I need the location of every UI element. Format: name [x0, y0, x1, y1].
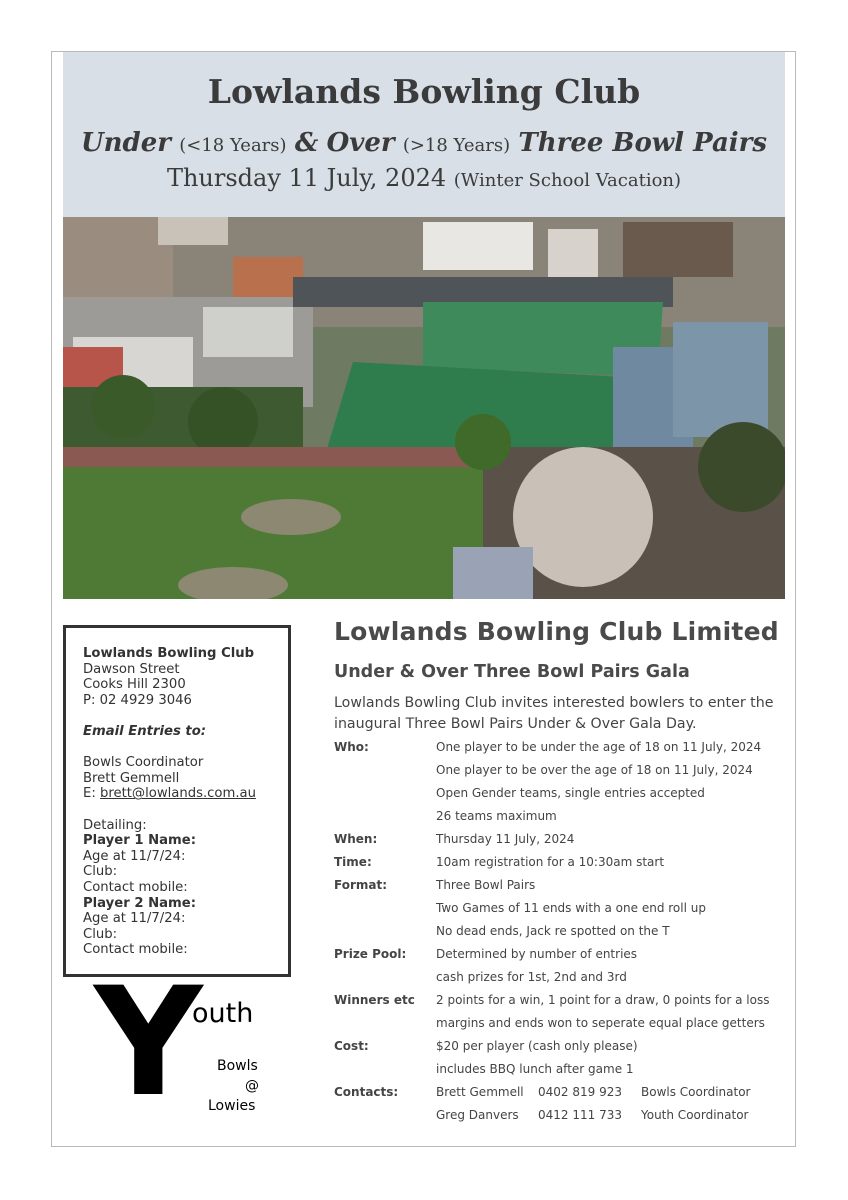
contact-row: [334, 1107, 784, 1130]
detail-label: Who:: [334, 740, 369, 754]
detail-value: 2 points for a win, 1 point for a draw, 0 points for a loss: [436, 993, 770, 1007]
detail-row: [334, 762, 784, 785]
player2-age: Age at 11/7/24:: [83, 911, 186, 927]
sub-over: Over: [326, 128, 395, 158]
player1-age: Age at 11/7/24:: [83, 848, 186, 864]
detail-row: [334, 923, 784, 946]
detail-value: $20 per player (cash only please): [436, 1039, 638, 1053]
detail-row: [334, 808, 784, 831]
detail-row: [334, 854, 784, 877]
detail-value: 26 teams maximum: [436, 809, 557, 823]
contact-phone: 0412 111 733: [538, 1108, 622, 1122]
sub-amp: &: [294, 128, 319, 158]
event-dateline: [0, 164, 848, 192]
contact-role: Youth Coordinator: [641, 1108, 749, 1122]
player2-heading: Player 2 Name:: [83, 895, 196, 911]
detail-label: Prize Pool:: [334, 947, 407, 961]
player2-mobile: Contact mobile:: [83, 942, 188, 958]
contact-phone: 0402 819 923: [538, 1085, 622, 1099]
detail-row: [334, 877, 784, 900]
detail-row: [334, 969, 784, 992]
detail-label: Time:: [334, 855, 372, 869]
contact-box: [63, 625, 291, 977]
contact-club-name: Lowlands Bowling Club: [83, 646, 255, 661]
coordinator-role: Bowls Coordinator: [83, 755, 204, 771]
contact-street: Dawson Street: [83, 661, 180, 677]
sub-under: Under: [80, 128, 171, 158]
detail-value: No dead ends, Jack re spotted on the T: [436, 924, 670, 938]
detail-label: Cost:: [334, 1039, 369, 1053]
details-list: [334, 739, 784, 1130]
contact-name: Greg Danvers: [436, 1108, 519, 1122]
detail-row: [334, 785, 784, 808]
main-subtitle: Under & Over Three Bowl Pairs Gala: [334, 662, 690, 682]
detail-row: [334, 992, 784, 1015]
coordinator-email-line: [83, 786, 288, 802]
event-subtitle: [0, 128, 848, 158]
intro-paragraph: Lowlands Bowling Club invites interested bowlers to enter the inaugural Three Bowl Pairs Under & Over Gala Day.: [334, 695, 774, 732]
detail-value: Determined by number of entries: [436, 947, 638, 961]
detail-row: [334, 1061, 784, 1084]
detail-row: [334, 1015, 784, 1038]
detail-row: [334, 739, 784, 762]
coordinator-name: Brett Gemmell: [83, 770, 180, 786]
sub-over-age: (>18 Years): [402, 135, 511, 156]
detail-label: Winners etc: [334, 993, 415, 1007]
event-date: Thursday 11 July, 2024: [166, 164, 447, 192]
logo-word-rest: outh: [192, 998, 254, 1029]
aerial-photo: [63, 217, 785, 599]
detail-label: When:: [334, 832, 378, 846]
detailing-label: Detailing:: [83, 817, 147, 833]
player1-mobile: Contact mobile:: [83, 879, 188, 895]
contact-name: Brett Gemmell: [436, 1085, 524, 1099]
detail-row: [334, 831, 784, 854]
logo-line-1: Bowls: [217, 1058, 258, 1074]
player1-heading: Player 1 Name:: [83, 833, 196, 849]
youth-bowls-logo: [94, 956, 274, 1130]
contact-phone: P: 02 4929 3046: [83, 692, 192, 708]
detail-row: [334, 1038, 784, 1061]
contacts-label: Contacts:: [334, 1085, 399, 1099]
contact-row: [334, 1084, 784, 1107]
detail-row: [334, 946, 784, 969]
detail-value: One player to be over the age of 18 on 11 July, 2024: [436, 763, 753, 777]
email-entries-heading: Email Entries to:: [83, 723, 207, 739]
detail-label: Format:: [334, 878, 388, 892]
contact-suburb: Cooks Hill 2300: [83, 677, 186, 693]
detail-value: Three Bowl Pairs: [436, 878, 536, 892]
detail-value: includes BBQ lunch after game 1: [436, 1062, 634, 1076]
player2-club: Club:: [83, 926, 118, 942]
contact-role: Bowls Coordinator: [641, 1085, 751, 1099]
detail-value: One player to be under the age of 18 on 11 July, 2024: [436, 740, 762, 754]
logo-line-3: Lowies: [208, 1098, 256, 1114]
sub-under-age: (<18 Years): [179, 135, 287, 156]
player1-club: Club:: [83, 864, 118, 880]
logo-line-2: @: [245, 1078, 259, 1094]
detail-value: 10am registration for a 10:30am start: [436, 855, 665, 869]
email-prefix: E:: [83, 786, 100, 802]
sub-event: Three Bowl Pairs: [518, 128, 768, 158]
detail-value: cash prizes for 1st, 2nd and 3rd: [436, 970, 627, 984]
email-link[interactable]: brett@lowlands.com.au: [99, 786, 256, 802]
event-date-note: (Winter School Vacation): [453, 170, 682, 191]
detail-row: [334, 900, 784, 923]
detail-value: margins and ends won to seperate equal place getters: [436, 1016, 765, 1030]
detail-value: Open Gender teams, single entries accepted: [436, 786, 705, 800]
logo-big-letter: Y: [94, 956, 203, 1130]
club-title: Lowlands Bowling Club: [207, 72, 641, 111]
detail-value: Two Games of 11 ends with a one end roll up: [436, 901, 706, 915]
detail-value: Thursday 11 July, 2024: [436, 832, 575, 846]
main-title: Lowlands Bowling Club Limited: [334, 617, 779, 646]
